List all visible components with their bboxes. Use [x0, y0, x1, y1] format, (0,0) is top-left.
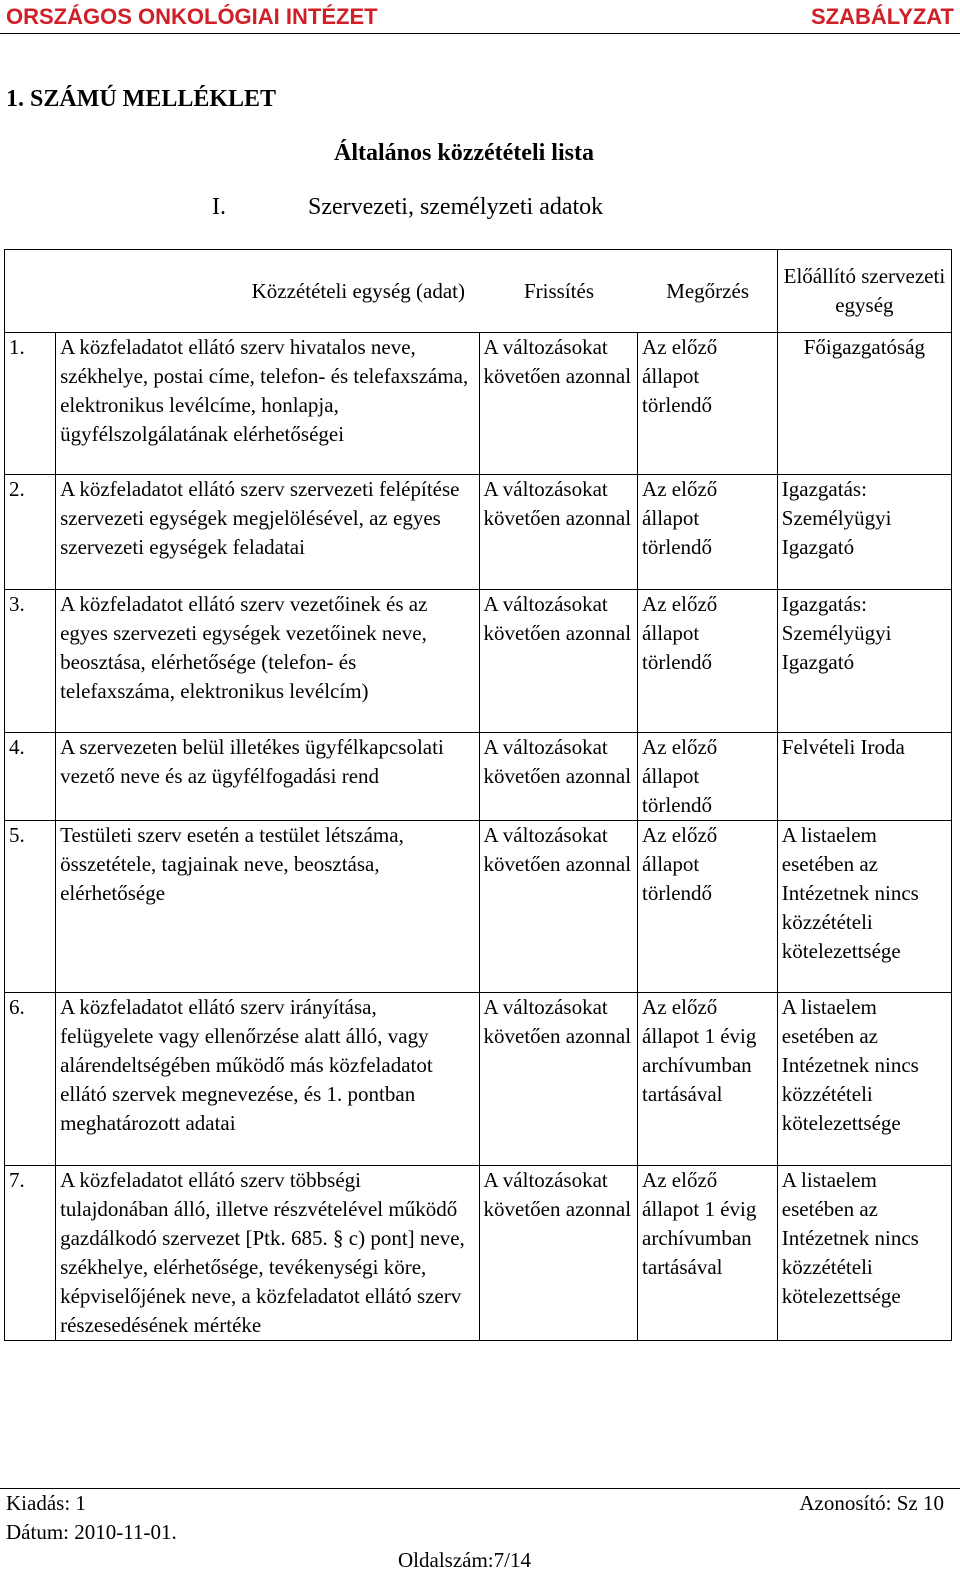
row-retention: Az előző állapot 1 évig archívumban tartásával — [638, 993, 778, 1166]
table-row — [5, 993, 952, 1166]
row-update: A változásokat követően azonnal — [479, 993, 638, 1166]
row-producer: Főigazgatóság — [777, 333, 951, 475]
row-item: A közfeladatot ellátó szerv többségi tulajdonában álló, illetve részvételével működő gazdálkodó szervezet [Ptk. 685. § c) pont] neve, székhelye, elérhetősége, tevékenységi köre, képviselőjének neve, a közfeladatot ellátó szerv részesedésének mértéke — [56, 1166, 479, 1341]
header-document-type: SZABÁLYZAT — [811, 4, 954, 29]
row-producer: A listaelem esetében az Intézetnek nincs közzétételi kötelezettsége — [777, 821, 951, 993]
table-header-merged — [5, 250, 778, 333]
row-update: A változásokat követően azonnal — [479, 475, 638, 590]
table-row — [5, 590, 952, 733]
row-number: 1. — [5, 333, 56, 475]
row-retention: Az előző állapot törlendő — [638, 821, 778, 993]
row-retention: Az előző állapot törlendő — [638, 590, 778, 733]
row-number: 3. — [5, 590, 56, 733]
row-update: A változásokat követően azonnal — [479, 733, 638, 821]
section-number: I. — [212, 194, 226, 220]
row-retention: Az előző állapot törlendő — [638, 333, 778, 475]
row-item: A közfeladatot ellátó szerv irányítása, felügyelete vagy ellenőrzése alatt álló, vagy alárendeltségében működő más közfeladatot ellátó szervek megnevezése, és 1. pontban meghatározott adatai — [56, 993, 479, 1166]
annex-label: 1. SZÁMÚ MELLÉKLET — [6, 86, 277, 112]
page-header — [0, 0, 960, 34]
table-row — [5, 733, 952, 821]
row-update: A változásokat követően azonnal — [479, 1166, 638, 1341]
disclosure-table — [4, 249, 952, 1341]
column-header-update: Frissítés — [523, 278, 594, 303]
page-title: Általános közzétételi lista — [334, 140, 594, 166]
row-number: 6. — [5, 993, 56, 1166]
footer-identifier: Azonosító: Sz 10 — [799, 1491, 944, 1515]
table-header-row — [5, 250, 952, 333]
row-producer: A listaelem esetében az Intézetnek nincs közzétételi kötelezettsége — [777, 993, 951, 1166]
row-producer: Felvételi Iroda — [777, 733, 951, 821]
column-header-retention: Megőrzés — [666, 278, 749, 303]
footer-rule — [0, 1488, 960, 1489]
table-row — [5, 1166, 952, 1341]
row-item: A közfeladatot ellátó szerv vezetőinek és az egyes szervezeti egységek vezetőinek neve, beosztása, elérhetősége (telefon- és telefaxszáma, elektronikus levélcím) — [56, 590, 479, 733]
header-organization: ORSZÁGOS ONKOLÓGIAI INTÉZET — [6, 4, 378, 29]
row-number: 2. — [5, 475, 56, 590]
row-item: A közfeladatot ellátó szerv hivatalos neve, székhelye, postai címe, telefon- és telefaxszáma, elektronikus levélcíme, honlapja, ügyfélszolgálatának elérhetőségei — [56, 333, 479, 475]
row-producer: Igazgatás: Személyügyi Igazgató — [777, 475, 951, 590]
row-update: A változásokat követően azonnal — [479, 590, 638, 733]
row-item: A szervezeten belül illetékes ügyfélkapcsolati vezető neve és az ügyfélfogadási rend — [56, 733, 479, 821]
row-number: 7. — [5, 1166, 56, 1341]
row-producer: Igazgatás: Személyügyi Igazgató — [777, 590, 951, 733]
row-retention: Az előző állapot törlendő — [638, 733, 778, 821]
footer-date: Dátum: 2010-11-01. — [6, 1520, 177, 1544]
row-item: A közfeladatot ellátó szerv szervezeti felépítése szervezeti egységek megjelölésével, az egyes szervezeti egységek feladatai — [56, 475, 479, 590]
table-row — [5, 475, 952, 590]
row-item: Testületi szerv esetén a testület létszáma, összetétele, tagjainak neve, beosztása, elérhetősége — [56, 821, 479, 993]
row-update: A változásokat követően azonnal — [479, 821, 638, 993]
row-number: 4. — [5, 733, 56, 821]
column-header-producer: Előállító szervezeti egység — [777, 250, 951, 333]
row-number: 5. — [5, 821, 56, 993]
row-producer: A listaelem esetében az Intézetnek nincs közzétételi kötelezettsége — [777, 1166, 951, 1341]
row-update: A változásokat követően azonnal — [479, 333, 638, 475]
footer-page-number: Oldalszám:7/14 — [398, 1548, 531, 1572]
row-retention: Az előző állapot 1 évig archívumban tartásával — [638, 1166, 778, 1341]
section-title: Szervezeti, személyzeti adatok — [308, 194, 604, 220]
footer-edition: Kiadás: 1 — [6, 1491, 86, 1515]
table-row — [5, 821, 952, 993]
header-rule — [0, 33, 960, 34]
column-header-item: Közzétételi egység (adat) — [251, 278, 465, 303]
row-retention: Az előző állapot törlendő — [638, 475, 778, 590]
table-row — [5, 333, 952, 475]
